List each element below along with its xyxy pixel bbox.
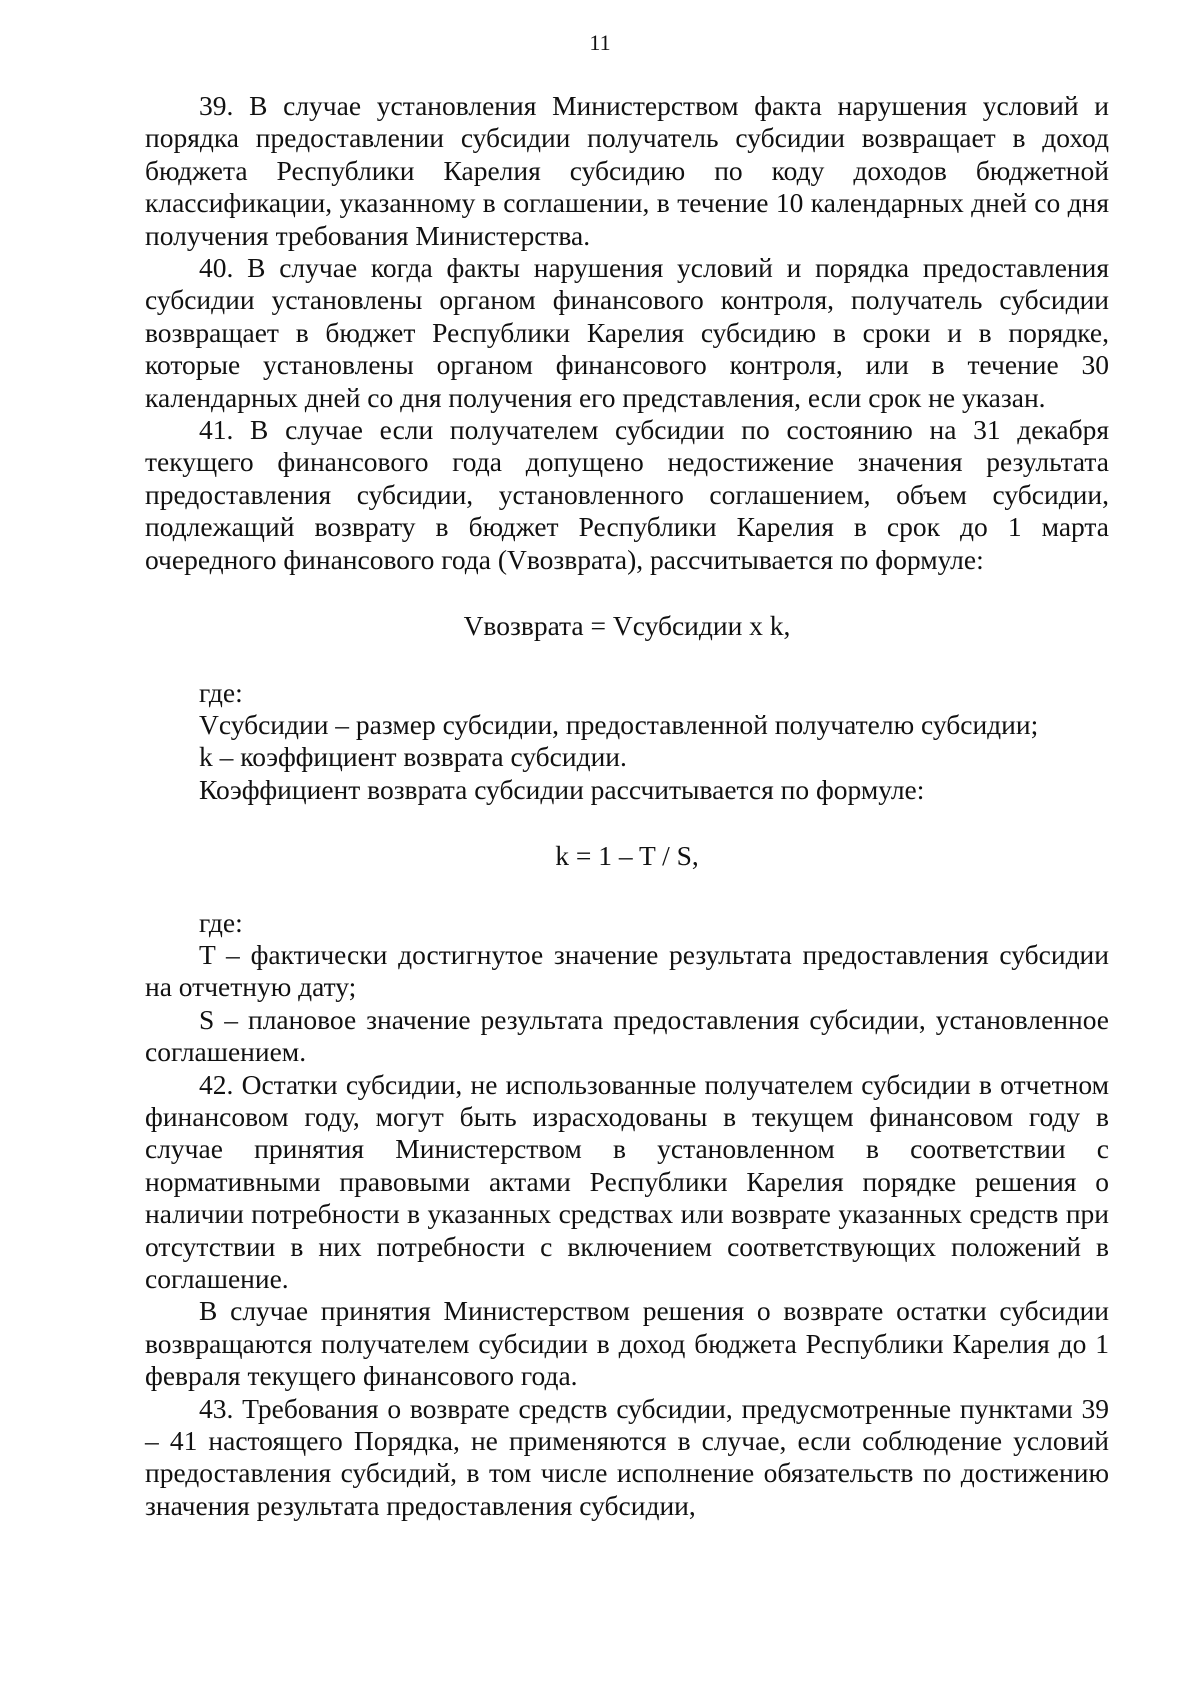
paragraph-39: 39. В случае установления Министерством факта нарушения условий и порядка предоставлении субсидии получатель субсидии возвращает в доход бюджета Республики Карелия субсидию по коду доходов бюджетной классификации, указанному в соглашении, в течение 10 календарных дней со дня получения требования Министерства. (145, 90, 1109, 251)
document-body (145, 90, 1109, 1522)
definition-s: S – плановое значение результата предоставления субсидии, установленное соглашением. (145, 1003, 1109, 1068)
page-number: 11 (589, 30, 611, 55)
paragraph-42: 42. Остатки субсидии, не использованные получателем субсидии в отчетном финансовом году, могут быть израсходованы в текущем финансовом году в случае принятия Министерством в установленном в соответствии с нормативными правовыми актами Республики Карелия порядке решения о наличии потребности в указанных средствах или возврате указанных средств при отсутствии в них потребности с включением соответствующих положений в соглашение. (145, 1068, 1109, 1294)
formula-v-return: Vвозврата = Vсубсидии x k, (463, 610, 791, 642)
paragraph-40: 40. В случае когда факты нарушения условий и порядка предоставления субсидии установлены органом финансового контроля, получатель субсидии возвращает в бюджет Республики Карелия субсидию в сроки и в порядке, которые установлены органом финансового контроля, или в течение 30 календарных дней со дня получения его представления, если срок не указан. (145, 252, 1109, 413)
paragraph-43: 43. Требования о возврате средств субсидии, предусмотренные пунктами 39 – 41 настоящего Порядка, не применяются в случае, если соблюдение условий предоставления субсидий, в том числе исполнение обязательств по достижению значения результата предоставления субсидии, (145, 1392, 1109, 1521)
definition-v-subsidy: Vсубсидии – размер субсидии, предоставленной получателю субсидии; (199, 708, 1039, 740)
paragraph-41: 41. В случае если получателем субсидии по состоянию на 31 декабря текущего финансового года допущено недостижение значения результата предоставления субсидии, установленного соглашением, объем субсидии, подлежащий возврату в бюджет Республики Карелия в срок до 1 марта очередного финансового года (Vвозврата), рассчитывается по формуле: (145, 414, 1109, 575)
definition-t: T – фактически достигнутое значение результата предоставления субсидии на отчетную дату; (145, 938, 1109, 1003)
paragraph-42-continued: В случае принятия Министерством решения о возврате остатки субсидии возвращаются получателем субсидии в доход бюджета Республики Карелия до 1 февраля текущего финансового года. (145, 1295, 1109, 1392)
definition-k: k – коэффициент возврата субсидии. (199, 741, 627, 773)
formula-k: k = 1 – T / S, (555, 840, 699, 872)
where-label-1: где: (199, 676, 243, 708)
k-formula-intro: Коэффициент возврата субсидии рассчитывается по формуле: (199, 773, 925, 805)
where-label-2: где: (199, 906, 243, 938)
